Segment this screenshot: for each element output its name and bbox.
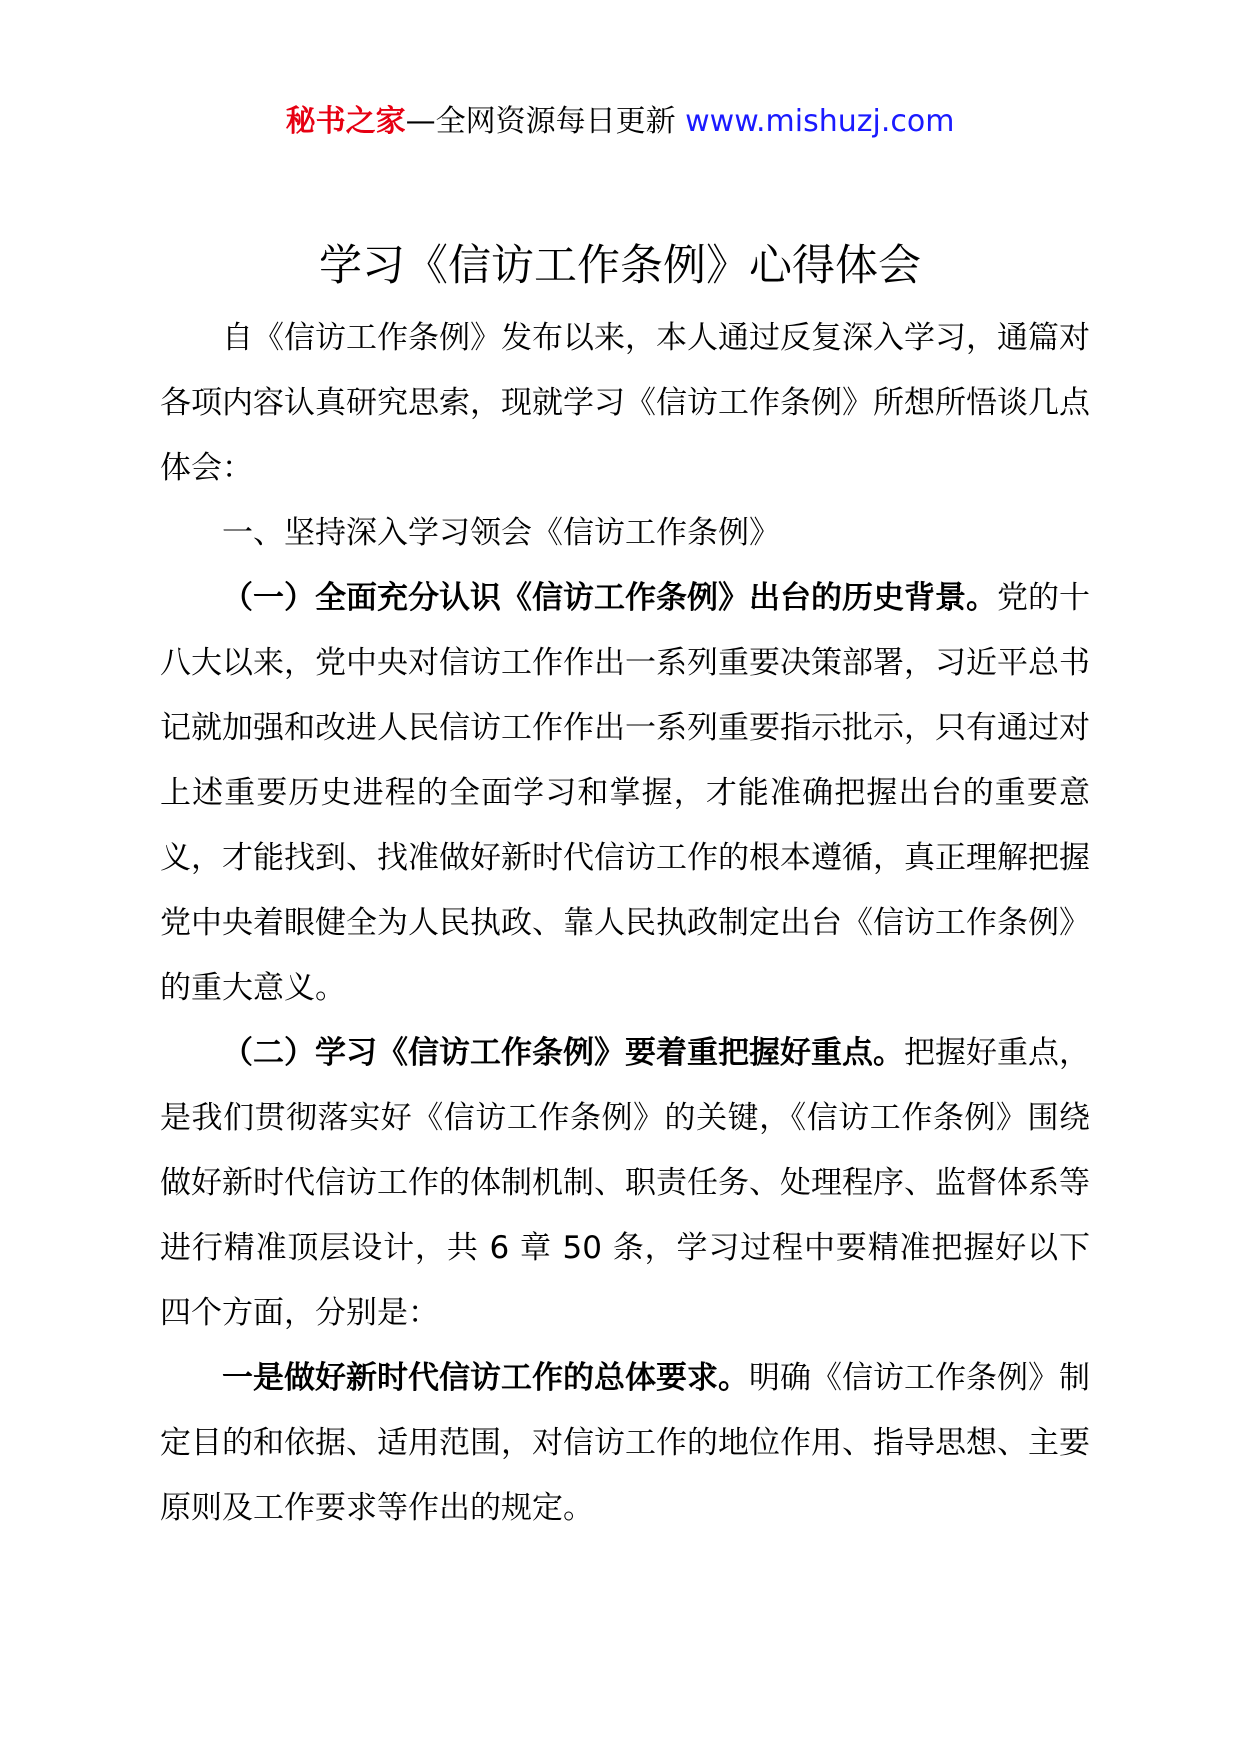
paragraph-3-heading: 一是做好新时代信访工作的总体要求。 <box>222 1360 749 1396</box>
site-brand: 秘书之家 <box>285 104 406 139</box>
paragraph-1-heading: （一）全面充分认识《信访工作条例》出台的历史背景。 <box>222 580 997 616</box>
document-title: 学习《信访工作条例》心得体会 <box>319 241 921 291</box>
paragraph-2-heading: （二）学习《信访工作条例》要着重把握好重点。 <box>222 1035 904 1071</box>
paragraph-1-text: 党的十八大以来，党中央对信访工作作出一系列重要决策部署，习近平总书记就加强和改进人民信访工作作出一系列重要指示批示，只有通过对上述重要历史进程的全面学习和掌握，才能准确把握出台的重要意义，才能找到、找准做好新时代信访工作的根本遵循，真正理解把握党中央着眼健全为人民执政、靠人民执政制定出台《信访工作条例》的重大意义。 <box>160 580 1090 1006</box>
paragraph-2 <box>160 1021 1090 1346</box>
site-header <box>0 100 1240 144</box>
intro-paragraph: 自《信访工作条例》发布以来，本人通过反复深入学习，通篇对各项内容认真研究思索，现就学习《信访工作条例》所想所悟谈几点体会： <box>160 320 1090 486</box>
paragraph-2-text: 把握好重点，是我们贯彻落实好《信访工作条例》的关键，《信访工作条例》围绕做好新时代信访工作的体制机制、职责任务、处理程序、监督体系等进行精准顶层设计，共 6 章 50 条，学习过程中要精准把握好以下四个方面，分别是： <box>160 1035 1090 1331</box>
paragraph-3 <box>160 1346 1090 1541</box>
section-heading: 一、坚持深入学习领会《信访工作条例》 <box>222 515 780 551</box>
document-body <box>160 306 1090 1541</box>
paragraph-1 <box>160 566 1090 1021</box>
site-slogan: —全网资源每日更新 <box>405 104 676 139</box>
site-url-link[interactable]: www.mishuzj.com <box>685 104 955 139</box>
paragraph-3-text: 明确《信访工作条例》制定目的和依据、适用范围，对信访工作的地位作用、指导思想、主要原则及工作要求等作出的规定。 <box>160 1360 1090 1526</box>
